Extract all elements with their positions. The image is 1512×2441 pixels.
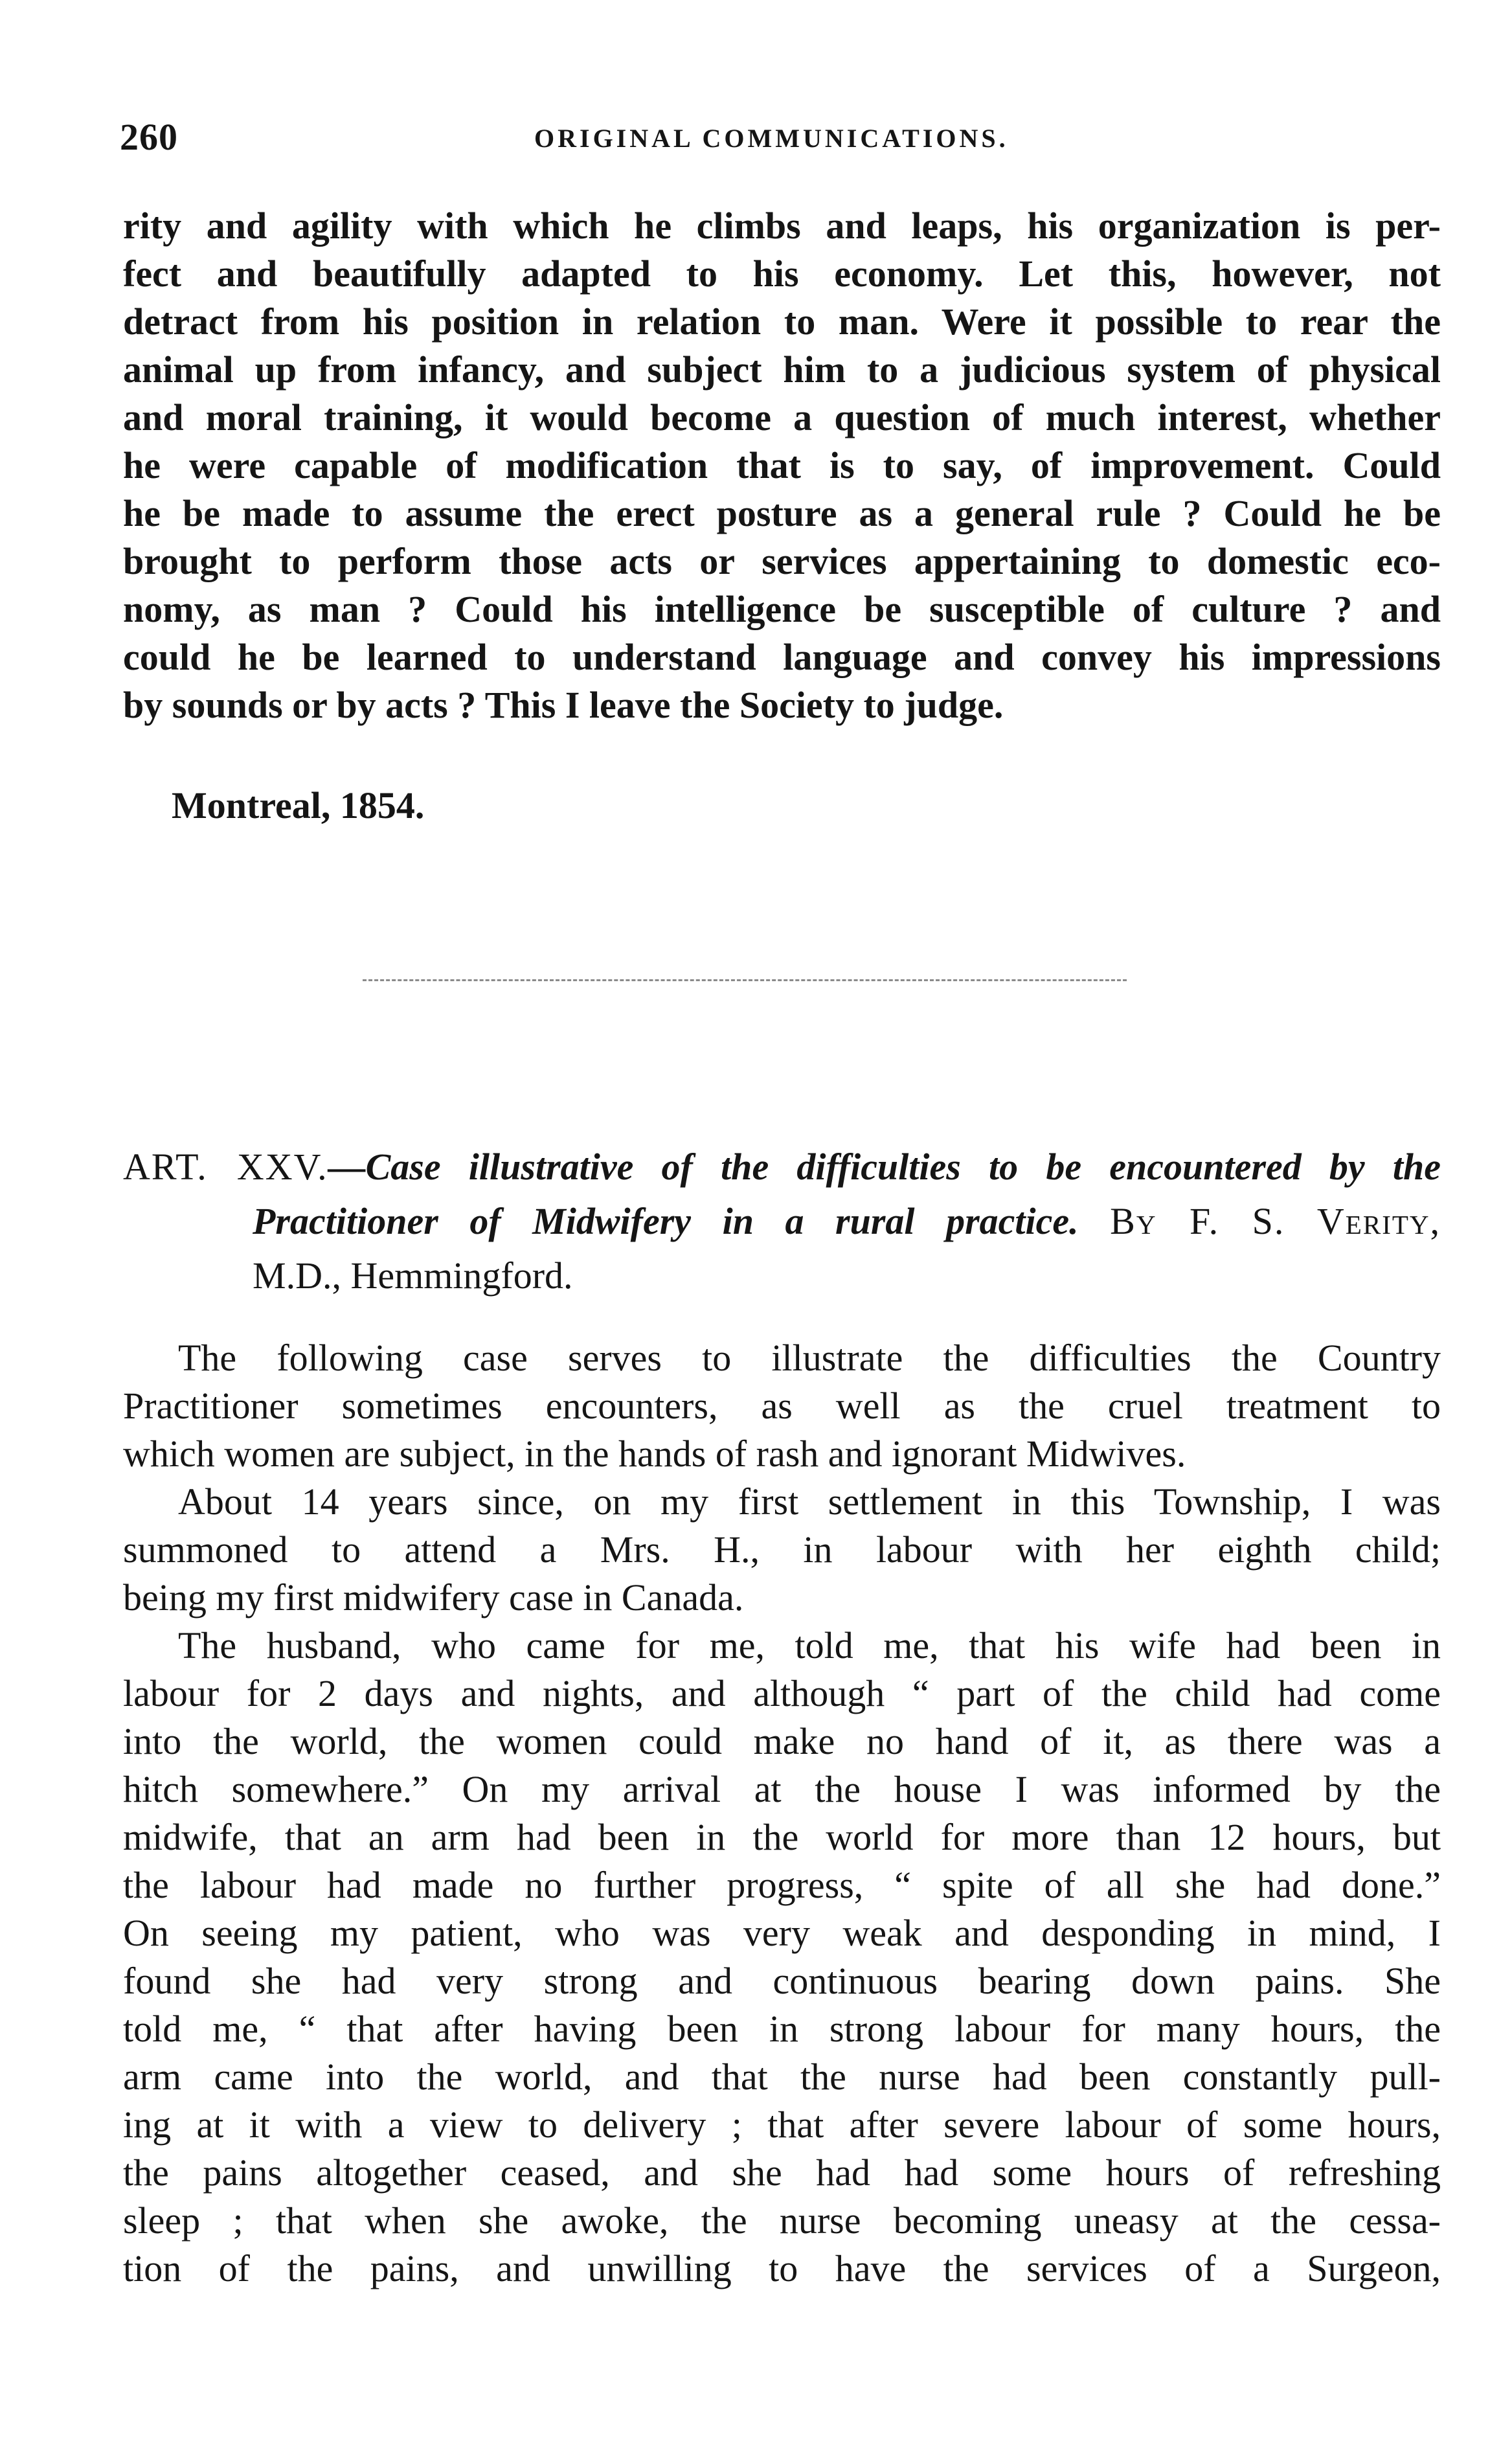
article-heading-line bbox=[123, 1140, 1441, 1194]
text-line: hitch somewhere.” On my arrival at the house I was informed by the bbox=[123, 1768, 1441, 1810]
text-line: told me, “ that after having been in strong labour for many hours, the bbox=[123, 2008, 1441, 2050]
article-author-place: M.D., Hemmingford. bbox=[253, 1255, 573, 1297]
text-line: being my first midwifery case in Canada. bbox=[123, 1576, 744, 1618]
text-line: brought to perform those acts or services appertaining to domestic eco- bbox=[123, 540, 1441, 582]
text-line: which women are subject, in the hands of rash and ignorant Midwives. bbox=[123, 1433, 1186, 1475]
text-line: fect and beautifully adapted to his economy. Let this, however, not bbox=[123, 253, 1441, 295]
text-line: About 14 years since, on my first settlement in this Township, I was bbox=[178, 1481, 1441, 1523]
text-line: The following case serves to illustrate the difficulties the Country bbox=[178, 1337, 1441, 1379]
article-heading bbox=[123, 1140, 1441, 1303]
text-line: Practitioner sometimes encounters, as well as the cruel treatment to bbox=[123, 1385, 1441, 1427]
text-line: tion of the pains, and unwilling to have the services of a Surgeon, bbox=[123, 2247, 1441, 2289]
text-line: labour for 2 days and nights, and although “ part of the child had come bbox=[123, 1672, 1441, 1714]
page-number: 260 bbox=[120, 116, 178, 158]
text-line: arm came into the world, and that the nurse had been constantly pull- bbox=[123, 2056, 1441, 2098]
text-line: could he be learned to understand language and convey his impressions bbox=[123, 636, 1441, 678]
text-line: into the world, the women could make no hand of it, as there was a bbox=[123, 1720, 1441, 1762]
place-date: Montreal, 1854. bbox=[172, 784, 425, 826]
running-head: ORIGINAL COMMUNICATIONS. bbox=[534, 124, 1009, 153]
text-line: summoned to attend a Mrs. H., in labour with her eighth child; bbox=[123, 1528, 1441, 1571]
text-line: detract from his position in relation to man. Were it possible to rear the bbox=[123, 301, 1441, 343]
article-title-part2: Practitioner of Midwifery in a rural practice. bbox=[253, 1200, 1079, 1242]
continuation-paragraph bbox=[123, 202, 1441, 729]
article-heading-line bbox=[123, 1194, 1441, 1249]
text-line: ing at it with a view to delivery ; that after severe labour of some hours, bbox=[123, 2104, 1441, 2146]
text-line: rity and agility with which he climbs and leaps, his organization is per- bbox=[123, 205, 1441, 247]
article-body bbox=[123, 1334, 1441, 2293]
article-byline: By F. S. Verity, bbox=[1110, 1200, 1441, 1242]
text-line: by sounds or by acts ? This I leave the Society to judge. bbox=[123, 684, 1004, 726]
text-line: sleep ; that when she awoke, the nurse becoming uneasy at the cessa- bbox=[123, 2199, 1441, 2242]
text-line: animal up from infancy, and subject him to a judicious system of physical bbox=[123, 348, 1441, 391]
text-line: he be made to assume the erect posture as a general rule ? Could he be bbox=[123, 492, 1441, 534]
text-line: The husband, who came for me, told me, that his wife had been in bbox=[178, 1624, 1441, 1666]
text-line: On seeing my patient, who was very weak and desponding in mind, I bbox=[123, 1912, 1441, 1954]
article-number: ART. XXV. bbox=[123, 1146, 328, 1188]
text-line: midwife, that an arm had been in the world for more than 12 hours, but bbox=[123, 1816, 1441, 1858]
article-title-part1: —Case illustrative of the difficulties to be encountered by the bbox=[328, 1146, 1441, 1188]
text-line: and moral training, it would become a question of much interest, whether bbox=[123, 396, 1441, 438]
page-header bbox=[120, 115, 1441, 167]
section-divider bbox=[363, 979, 1127, 981]
text-line: nomy, as man ? Could his intelligence be susceptible of culture ? and bbox=[123, 588, 1441, 630]
text-line: found she had very strong and continuous bearing down pains. She bbox=[123, 1960, 1441, 2002]
text-line: the labour had made no further progress, “ spite of all she had done.” bbox=[123, 1864, 1441, 1906]
text-line: the pains altogether ceased, and she had had some hours of refreshing bbox=[123, 2151, 1441, 2194]
text-line: he were capable of modification that is to say, of improvement. Could bbox=[123, 444, 1441, 486]
